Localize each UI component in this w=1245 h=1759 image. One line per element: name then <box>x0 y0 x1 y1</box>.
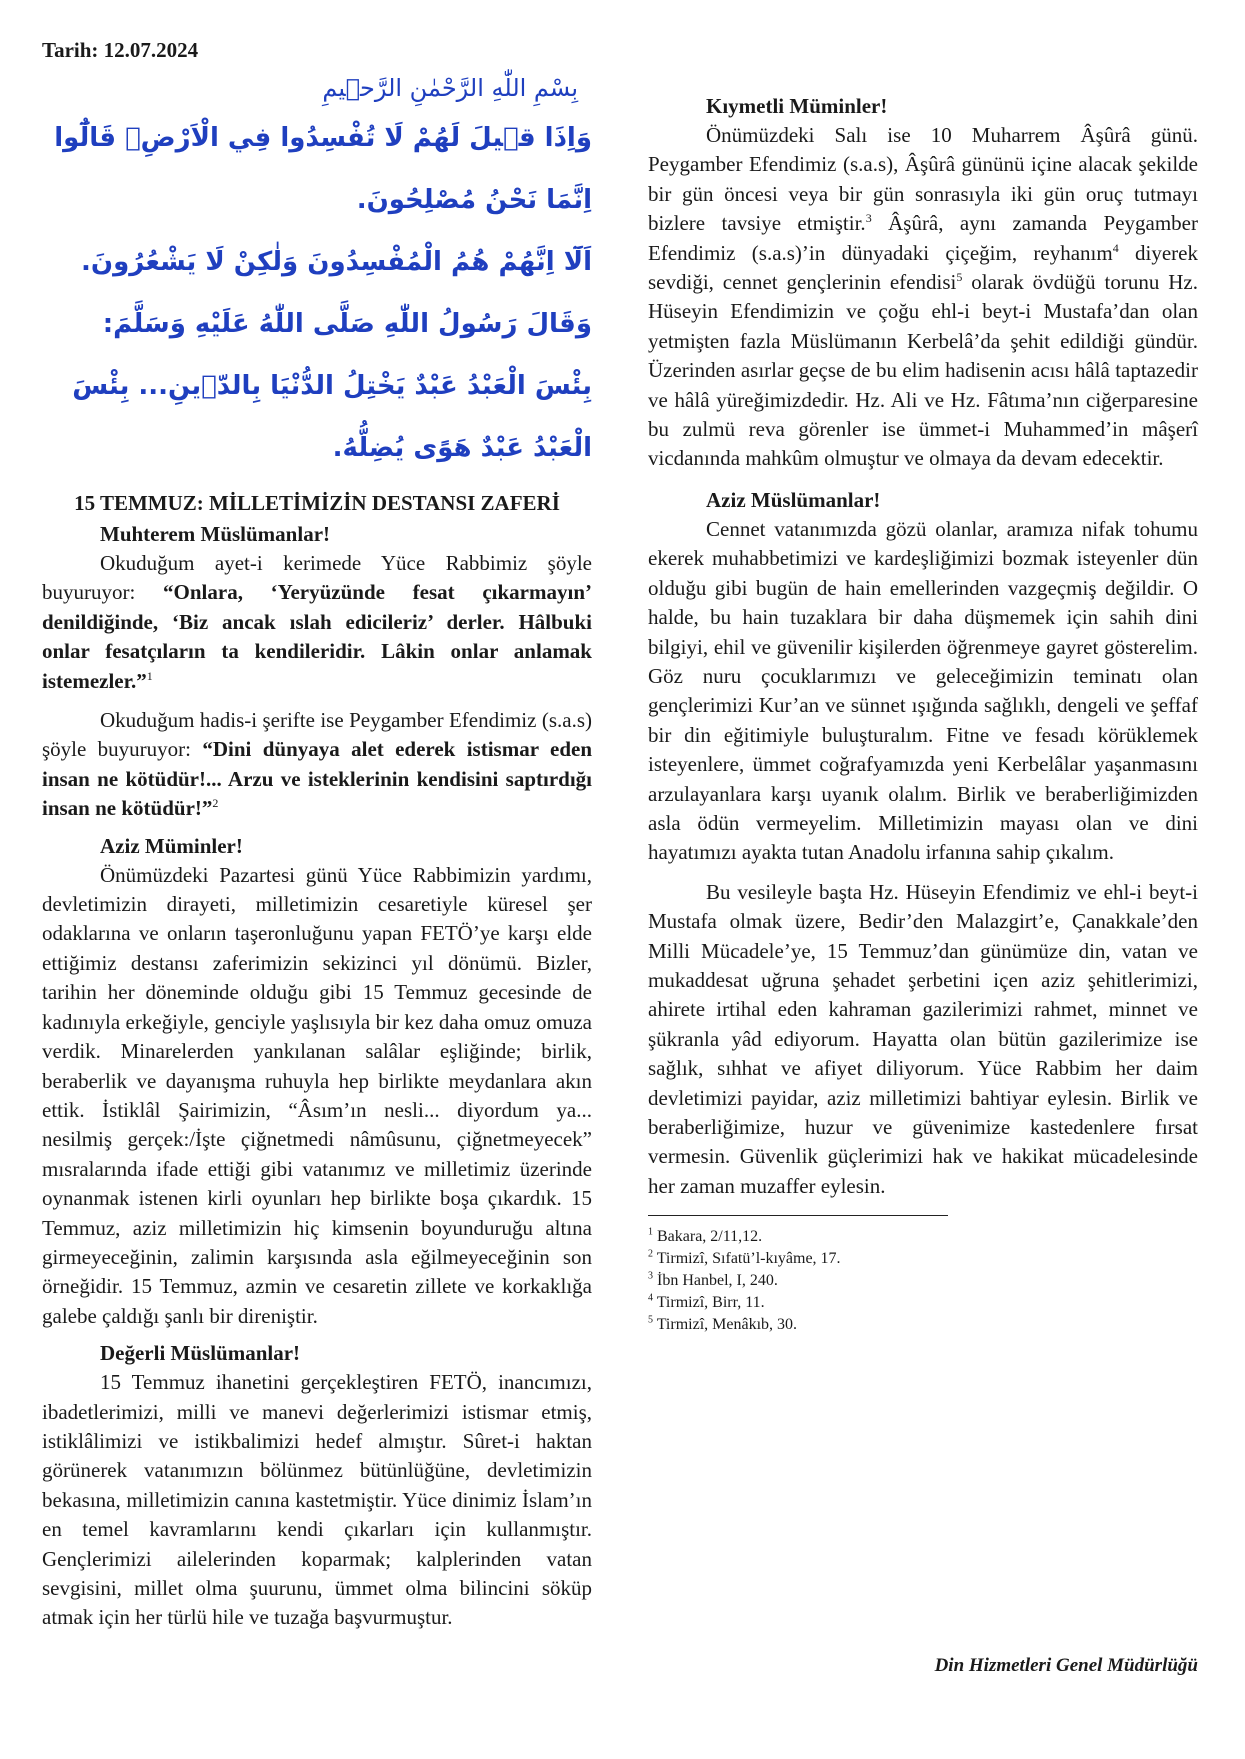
footnote-ref: 5 <box>956 270 963 285</box>
paragraph-verse <box>42 549 592 696</box>
section-heading: Kıymetli Müminler! <box>706 94 888 118</box>
arabic-hadith-intro: وَقَالَ رَسُولُ اللّٰهِ صَلَّى اللّٰهُ عَلَيْهِ وَسَلَّمَ: <box>102 309 592 339</box>
footnote: $^1$ Bakara, 2/11,12. <box>648 1226 763 1246</box>
paragraph-july-15: Önümüzdeki Pazartesi günü Yüce Rabbimizin yardımı, devletimizin dirayeti, milletimizin cesaretiyle küresel şer odaklarına ve onların taşeronluğunu yapan FETÖ’ye karşı elde ettiğimiz destansı zaferimizin sekizinci yıl dönümü. Bizler, tarihin her döneminde olduğu gibi 15 Temmuz gecesinde de kadınıyla erkeğiyle, genciyle yaşlısıyla bir kez daha omuz omuza verdik. Minarelerden yankılanan salâlar eşliğinde; birlik, beraberlik ve dayanışma ruhuyla hep birlikte meydanlara akın ettik. İstiklâl Şairimizin, “Âsım’ın nesli... diyordum ya... nesilmiş gerçek:/İşte çiğnetmedi nâmûsunu, çiğnetmeyecek” mısralarında ifade ettiği gibi vatanımız ve milletimiz üzerinde oynanmak istenen kirli oyunları hep birlikte boşa çıkardık. 15 Temmuz, aziz milletimizin hiç kimsenin boyunduruğu altına girmeyeceğinin, zalimin karşısında asla eğilmeyeceğinin son örneğidir. 15 Temmuz, azmin ve cesaretin zillete ve korkaklığa galebe çaldığı şanlı bir direniştir. <box>42 862 592 1328</box>
paragraph-text: Okuduğum ayet-i kerimede Yüce Rabbimiz şöyle buyuruyor: <box>42 551 592 605</box>
footnotes <box>648 1226 1198 1336</box>
sermon-title: 15 TEMMUZ: MİLLETİMİZİN DESTANSI ZAFERİ <box>74 491 560 515</box>
paragraph-feto: 15 Temmuz ihanetini gerçekleştiren FETÖ, inancımızı, ibadetlerimizi, milli ve manevi değerlerimizi istismar etmiş, istiklâlimizi ve istikbalimizi hedef almıştır. Sûret-i haktan görünerek vatanımızın bölünmez bütünlüğüne, devletimizin bekasına, milletimizin canına kastetmiştir. Yüce dinimiz İslam’ın en temel kavramlarını kendi çıkarları için kullanmıştır. Gençlerimizi ailelerinden koparmak; kalplerinden vatan sevgisini, millet olma şuurunu, ümmet olma bilincini söküp atmak için her türlü hile ve tuzağa başvurmuştur. <box>42 1370 592 1630</box>
signature: Din Hizmetleri Genel Müdürlüğü <box>934 1655 1198 1676</box>
section-heading: Aziz Müslümanlar! <box>706 487 881 512</box>
footnote-divider <box>648 1215 948 1216</box>
footnote: $^5$ Tirmizî, Menâkıb, 30. <box>648 1314 798 1334</box>
paragraph-prayer: Bu vesileyle başta Hz. Hüseyin Efendimiz ve ehl-i beyt-i Mustafa olmak üzere, Bedir’den Malazgirt’e, Çanakkale’den Milli Mücadele’ye, 15 Temmuz’dan günümüze din, vatan ve mukaddesat uğruna şehadet şerbetini içen aziz şehitlerimizi, ahirete irtihal eden kahraman gazilerimizi rahmet, minnet ve şükranla yâd ediyorum. Hayatta olan bütün gazilerimize ise sağlık, sıhhat ve afiyet diliyorum. Yüce Rabbim her daim devletimizi payidar, aziz milletimizi bahtiyar eylesin. Birlik ve beraberliğimize, huzur ve güvenimize kastedenlere fırsat vermesin. Güvenlik güçlerimizi hak ve hakikat mücadelesinde her zaman muzaffer eylesin. <box>648 879 1198 1198</box>
arabic-verses <box>42 107 592 479</box>
basmala: بِسْمِ اللّٰهِ الرَّحْمٰنِ الرَّح۪يمِ <box>322 74 578 102</box>
arabic-verse-line: وَاِذَا ق۪يلَ لَهُمْ لَا تُفْسِدُوا فِي الْاَرْضِۙ قَالُٓوا اِنَّمَا نَحْنُ مُصْلِحُونَ. <box>54 123 592 215</box>
arabic-verse-line: اَلَٓا اِنَّهُمْ هُمُ الْمُفْسِدُونَ وَلٰكِنْ لَا يَشْعُرُونَ. <box>81 247 592 277</box>
footnote: $^3$ İbn Hanbel, I, 240. <box>648 1270 778 1290</box>
arabic-hadith-line: بِئْسَ الْعَبْدُ عَبْدٌ يَخْتِلُ الدُّنْيَا بِالدّ۪ينِ... بِئْسَ الْعَبْدُ عَبْدٌ هَوًى يُضِلُّهُ. <box>72 371 592 463</box>
footnote-ref: 2 <box>212 796 219 811</box>
right-column <box>648 40 1198 1336</box>
section-heading: Aziz Müminler! <box>100 833 243 858</box>
verse-quote: “Onlara, ‘Yeryüzünde fesat çıkarmayın’ denildiğinde, ‘Biz ancak ıslah edicileriz’ derler. Hâlbuki onlar fesatçıların ta kendileridir. Lâkin onlar anlamak istemezler.” <box>42 580 593 693</box>
footnote: $^2$ Tirmizî, Sıfatü’l-kıyâme, 17. <box>648 1248 841 1268</box>
hadith-quote: “Dini dünyaya alet ederek istismar eden insan ne kötüdür!... Arzu ve isteklerinin kendisini saptırdığı insan ne kötüdür!” <box>42 737 593 821</box>
paragraph-text: olarak övdüğü torunu Hz. Hüseyin Efendimizin ve çoğu ehl-i beyt-i Mustafa’dan olan yetmişten fazla Müslümanın Kerbelâ’da şehit edildiği gündür. Üzerinden asırlar geçse de bu elim hadisenin acısı hâlâ taptazedir ve hâlâ yüreğimizdedir. Hz. Ali ve Hz. Fâtıma’nın ciğerparesine bu zulmü reva görenler ise ümmet-i Muhammed’in mâşerî vicdanında mahkûm olmuştur ve olmaya da devam edecektir. <box>648 270 1198 471</box>
paragraph-text: Önümüzdeki Salı ise 10 Muharrem Âşûrâ günü. Peygamber Efendimiz (s.a.s), Âşûrâ gününü içine alacak şekilde bir gün öncesi veya bir gün sonrasıyla iki gün oruç tutmayı bizlere tavsiye etmiştir. <box>648 123 1198 236</box>
footnote-ref: 4 <box>1112 240 1119 255</box>
section-heading: Değerli Müslümanlar! <box>100 1341 301 1366</box>
paragraph-text: Okuduğum hadis-i şerifte ise Peygamber Efendimiz (s.a.s) şöyle buyuruyor: <box>42 708 592 762</box>
left-column <box>42 36 592 1633</box>
footnote-ref: 1 <box>146 668 153 683</box>
section-heading: Muhterem Müslümanlar! <box>100 522 331 546</box>
paragraph-ashura <box>648 121 1198 474</box>
footnote-ref: 3 <box>865 211 872 226</box>
footnote: $^4$ Tirmizî, Birr, 11. <box>648 1292 765 1312</box>
paragraph-hadith <box>42 706 592 824</box>
document-date: Tarih: 12.07.2024 <box>42 38 199 62</box>
paragraph-text: Âşûrâ, aynı zamanda Peygamber Efendimiz (s.a.s)’in dünyadaki çiçeğim, reyhanım <box>648 211 1198 265</box>
paragraph-unity: Cennet vatanımızda gözü olanlar, aramıza nifak tohumu ekerek muhabbetimizi ve kardeşliğimizi bozmak isteyenler dün olduğu gibi bugün de hain emellerinden vazgeçmiş değildir. O halde, bu hain tuzaklara bir daha düşmemek için sahih dini bilgiyi, ehil ve güvenilir kişilerden öğrenmeye gayret gösterelim. Göz nuru çocuklarımızı ve geleceğimizin teminatı olan gençlerimizi Kur’an ve sünnet ışığında sağlıklı, dengeli ve şeffaf bir din eğitimiyle buluşturalım. Fitne ve fesadı körüklemek isteyenlere, ümmet coğrafyamızda yeni Kerbelâlar yaşanmasını arzulayanlara karşı uyanık olalım. Birlik ve beraberliğimizden asla ödün vermeyelim. Milletimizin mayası olan ve dini hayatımızı ayakta tutan Anadolu irfanına sahip çıkalım. <box>648 516 1198 865</box>
paragraph-text: diyerek sevdiği, cennet gençlerinin efendisi <box>648 240 1198 295</box>
